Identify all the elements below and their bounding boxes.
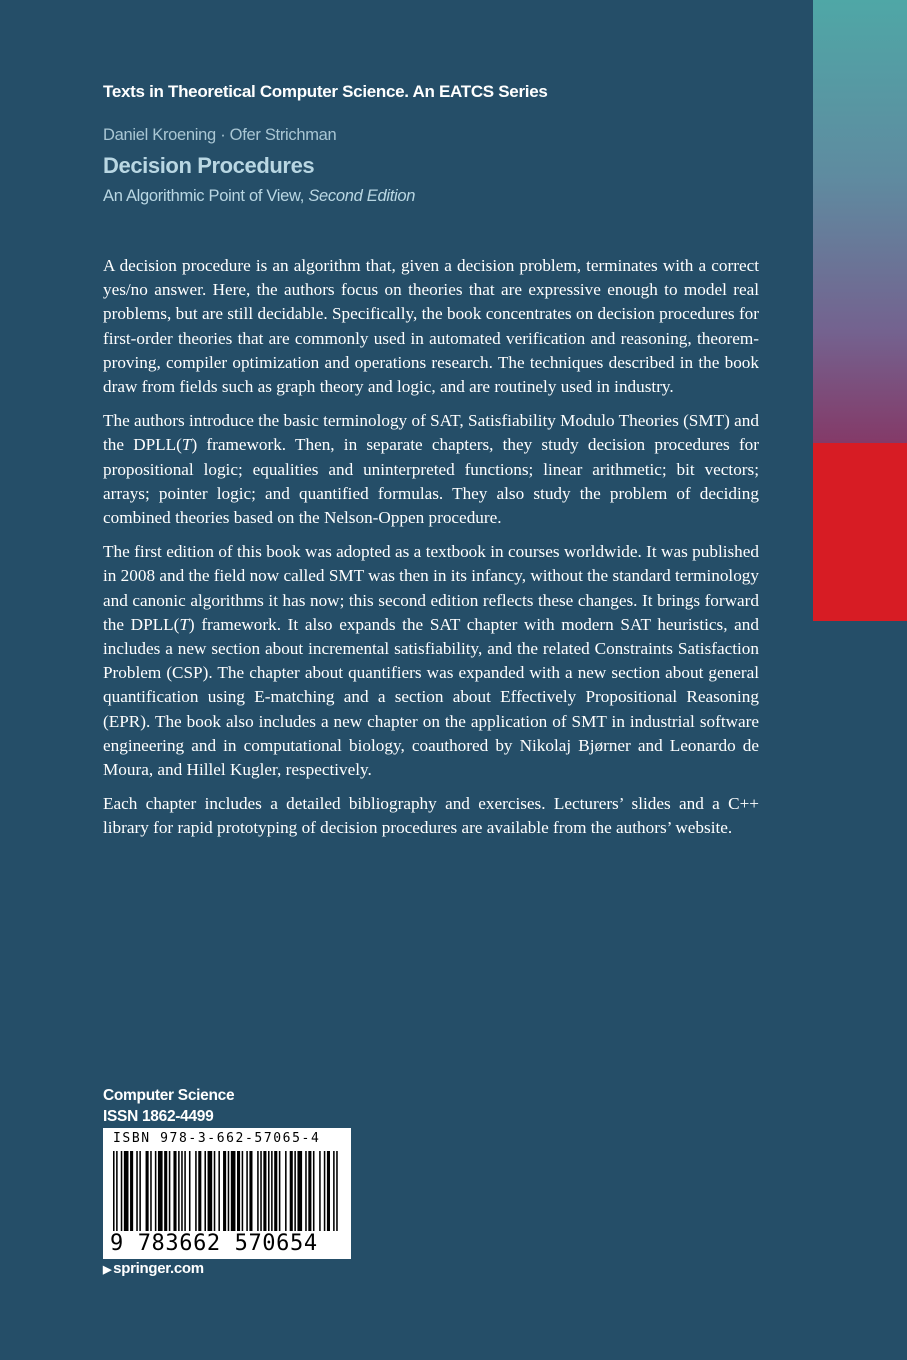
barcode-bar: [246, 1151, 248, 1231]
barcode-bar: [113, 1151, 115, 1231]
barcode-bar: [198, 1151, 201, 1231]
subject-category: Computer Science: [103, 1087, 235, 1104]
blurb-paragraph-1: A decision procedure is an algorithm that, given a decision problem, terminates with a correct yes/no answer. Here, the authors focus on theories that are expressive enough to model real problems, but are still decidable. Specifically, the book concentrates on decision procedures for first-order theories that are commonly used in automated verification and reasoning, theorem-proving, compiler optimization and operations research. The techniques described in the book draw from fields such as graph theory and logic, and are routinely used in industry.: [103, 256, 759, 397]
barcode-bar: [263, 1151, 266, 1231]
stripe-gradient-band: [813, 0, 907, 443]
barcode-bar: [268, 1151, 270, 1231]
subtitle-main: An Algorithmic Point of View,: [103, 187, 309, 205]
publisher-url: springer.com: [113, 1260, 204, 1277]
barcode-bar: [242, 1151, 244, 1231]
blurb-paragraph-3: The first edition of this book was adopted as a textbook in courses worldwide. It was published in 2008 and the field now called SMT was then in its infancy, without the standard terminology and canonic algorithms it has now; this second edition reflects these changes. It brings forward the DPLL(T) framework. It also expands the SAT chapter with modern SAT heuristics, and includes a new section about incremental satisfiability, and the related Constraints Satisfaction Problem (CSP). The chapter about quantifiers was expanded with a new section about general quantification using E-matching and a section about Effectively Propositional Reasoning (EPR). The book also includes a new chapter on the application of SMT in industrial software engineering and in computational biology, coauthored by Nikolaj Bjørner and Leonardo de Moura, and Hillel Kugler, respectively.: [103, 542, 759, 780]
barcode-bar: [139, 1151, 141, 1231]
barcode-bar: [308, 1151, 311, 1231]
color-stripe: [813, 0, 907, 1360]
barcode-bars: [111, 1151, 343, 1233]
barcode-bar: [327, 1151, 330, 1231]
barcode-bar: [195, 1151, 197, 1231]
barcode-bar: [333, 1151, 335, 1231]
barcode-bar: [271, 1151, 273, 1231]
barcode-bar: [228, 1151, 230, 1231]
barcode-bar: [189, 1151, 191, 1231]
barcode-bar: [297, 1151, 302, 1231]
barcode-bar: [285, 1151, 287, 1231]
barcode-bar: [169, 1151, 171, 1231]
category-block: [103, 1085, 234, 1127]
book-authors: Daniel Kroening · Ofer Strichman: [103, 126, 337, 144]
barcode-bar: [150, 1151, 152, 1231]
publisher-link[interactable]: [103, 1260, 204, 1277]
barcode-bar: [181, 1151, 183, 1231]
barcode-bar: [274, 1151, 277, 1231]
barcode-bar: [130, 1151, 133, 1231]
barcode-bar: [124, 1151, 129, 1231]
barcode-bar: [184, 1151, 186, 1231]
subtitle-edition: Second Edition: [308, 187, 416, 205]
barcode: [103, 1128, 351, 1259]
barcode-bar: [260, 1151, 262, 1231]
barcode-bar: [223, 1151, 226, 1231]
stripe-red-band: [813, 443, 907, 621]
barcode-bar: [116, 1151, 118, 1231]
barcode-bar: [136, 1151, 138, 1231]
blurb-paragraph-2: The authors introduce the basic terminology of SAT, Satisfiability Modulo Theories (SMT) and the DPLL(T) framework. Then, in separate chapters, they study decision procedures for propositional logic; equalities and uninterpreted functions; linear arithmetic; bit vectors; arrays; pointer logic; and quantified formulas. They also study the problem of deciding combined theories based on the Nelson-Oppen procedure.: [103, 411, 759, 528]
ean-digits: 9 783662 570654: [110, 1231, 318, 1256]
blurb-paragraph-4: Each chapter includes a detailed bibliography and exercises. Lecturers’ slides and a C++ library for rapid prototyping of decision procedures are available from the authors’ website.: [103, 794, 759, 838]
barcode-bar: [336, 1151, 338, 1231]
barcode-bar: [249, 1151, 252, 1231]
barcode-bar: [204, 1151, 206, 1231]
isbn-label: ISBN 978-3-662-57065-4: [113, 1131, 321, 1146]
issn-number: ISSN 1862-4499: [103, 1108, 214, 1125]
barcode-bar: [305, 1151, 307, 1231]
blurb-text: [103, 254, 759, 851]
barcode-bar: [218, 1151, 220, 1231]
barcode-bar: [121, 1151, 123, 1231]
barcode-bar: [164, 1151, 167, 1231]
barcode-bar: [294, 1151, 296, 1231]
barcode-bar: [319, 1151, 321, 1231]
barcode-bar: [158, 1151, 163, 1231]
barcode-bar: [231, 1151, 236, 1231]
series-title: Texts in Theoretical Computer Science. An EATCS Series: [103, 82, 548, 101]
barcode-bar: [173, 1151, 176, 1231]
barcode-bar: [237, 1151, 240, 1231]
barcode-bar: [155, 1151, 157, 1231]
barcode-bar: [214, 1151, 216, 1231]
triangle-right-icon: ▶: [103, 1264, 112, 1276]
barcode-bar: [279, 1151, 281, 1231]
book-subtitle: [103, 187, 415, 206]
barcode-bar: [257, 1151, 259, 1231]
barcode-bar: [208, 1151, 213, 1231]
barcode-bar: [146, 1151, 149, 1231]
barcode-bar: [290, 1151, 293, 1231]
barcode-bar: [324, 1151, 326, 1231]
book-title: Decision Procedures: [103, 153, 315, 178]
barcode-bar: [313, 1151, 315, 1231]
barcode-bar: [178, 1151, 180, 1231]
